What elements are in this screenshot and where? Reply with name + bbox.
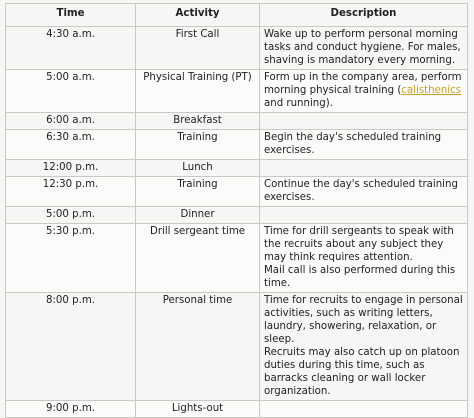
header-description: Description: [260, 4, 468, 27]
table-row: [6, 113, 468, 130]
time-cell: 8:00 p.m.: [6, 293, 136, 401]
header-time: Time: [6, 4, 136, 27]
activity-cell: Lunch: [136, 160, 260, 177]
schedule-table: [5, 3, 468, 418]
activity-cell: Drill sergeant time: [136, 224, 260, 293]
time-cell: 5:00 a.m.: [6, 70, 136, 113]
activity-cell: Personal time: [136, 293, 260, 401]
activity-cell: Training: [136, 177, 260, 207]
description-cell: [260, 113, 468, 130]
activity-cell: First Call: [136, 27, 260, 70]
time-cell: 12:00 p.m.: [6, 160, 136, 177]
description-text: Time for drill sergeants to speak with the recruits about any subject they may think requires attention.: [264, 226, 454, 263]
time-cell: 5:00 p.m.: [6, 207, 136, 224]
table-row: [6, 177, 468, 207]
description-cell: [260, 70, 468, 113]
header-activity: Activity: [136, 4, 260, 27]
table-row: [6, 70, 468, 113]
time-cell: 6:00 a.m.: [6, 113, 136, 130]
description-extra-text: Recruits may also catch up on platoon duties during this time, such as barracks cleaning or wall locker organization.: [264, 347, 460, 397]
description-cell: [260, 160, 468, 177]
description-text: Form up in the company area, perform morning physical training (: [264, 72, 462, 96]
description-cell: Continue the day's scheduled training exercises.: [260, 177, 468, 207]
table-row: [6, 27, 468, 70]
description-cell: Begin the day's scheduled training exercises.: [260, 130, 468, 160]
table-row: [6, 207, 468, 224]
time-cell: 4:30 a.m.: [6, 27, 136, 70]
activity-cell: Dinner: [136, 207, 260, 224]
calisthenics-link[interactable]: calisthenics: [401, 85, 462, 96]
activity-cell: Lights-out: [136, 401, 260, 418]
description-text: and running).: [264, 98, 333, 109]
activity-cell: Training: [136, 130, 260, 160]
description-cell: [260, 207, 468, 224]
time-cell: 12:30 p.m.: [6, 177, 136, 207]
time-cell: 6:30 a.m.: [6, 130, 136, 160]
time-cell: 9:00 p.m.: [6, 401, 136, 418]
table-row: [6, 160, 468, 177]
activity-cell: Breakfast: [136, 113, 260, 130]
table-row: [6, 224, 468, 293]
table-row: [6, 293, 468, 401]
description-cell: [260, 401, 468, 418]
activity-cell: Physical Training (PT): [136, 70, 260, 113]
table-row: [6, 401, 468, 418]
description-text: Time for recruits to engage in personal activities, such as writing letters, laundry, showering, relaxation, or sleep.: [264, 295, 463, 345]
description-extra-text: Mail call is also performed during this time.: [264, 265, 456, 289]
time-cell: 5:30 p.m.: [6, 224, 136, 293]
description-cell: Wake up to perform personal morning tasks and conduct hygiene. For males, shaving is mandatory every morning.: [260, 27, 468, 70]
table-header-row: [6, 4, 468, 27]
description-cell: [260, 224, 468, 293]
description-cell: [260, 293, 468, 401]
table-row: [6, 130, 468, 160]
